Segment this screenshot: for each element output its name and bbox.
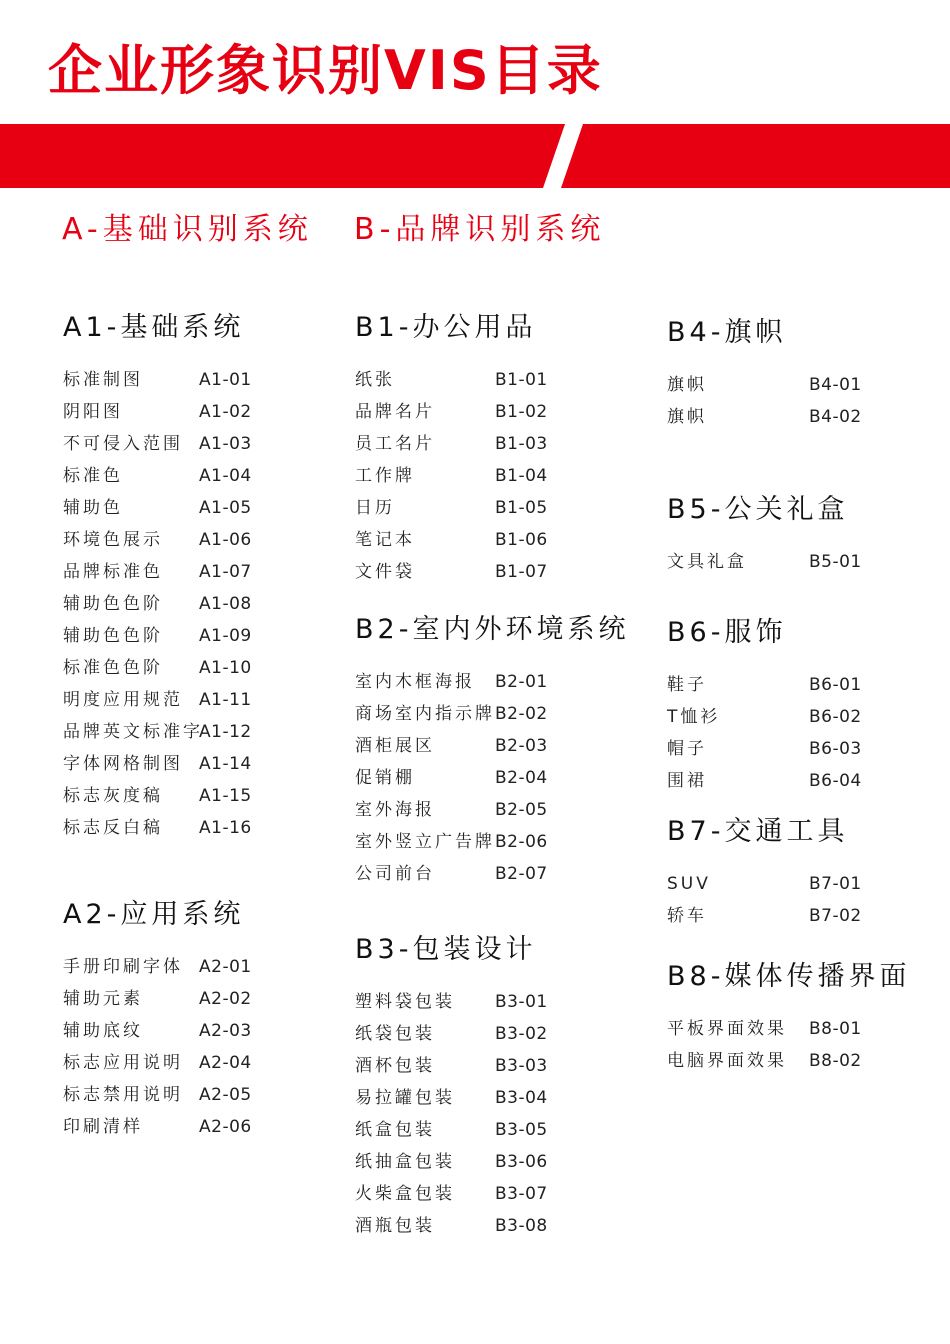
section-title: B3-包装设计 (355, 934, 537, 965)
item-code: B2-02 (495, 704, 548, 724)
item-code: B3-05 (495, 1120, 548, 1140)
page-title: 企业形象识别VIS目录 (48, 39, 603, 102)
list-item (667, 900, 862, 932)
item-code: B4-02 (809, 407, 862, 427)
item-name: 手册印刷字体 (63, 957, 183, 977)
item-name: 促销棚 (355, 768, 415, 788)
list-item (667, 765, 862, 797)
item-name: 文件袋 (355, 562, 415, 582)
item-code: B3-01 (495, 992, 548, 1012)
list-item (355, 666, 629, 698)
list-item (355, 556, 548, 588)
item-list (355, 666, 629, 890)
list-item (667, 701, 862, 733)
list-item (355, 524, 548, 556)
list-item (355, 1210, 548, 1242)
item-name: 标志应用说明 (63, 1053, 183, 1073)
system-a-heading: A-基础识别系统 (62, 212, 313, 247)
item-name: 标准色色阶 (63, 658, 163, 678)
item-code: B1-04 (495, 466, 548, 486)
item-list (355, 364, 548, 588)
item-name: SUV (667, 874, 711, 894)
item-code: B3-07 (495, 1184, 548, 1204)
list-item (63, 396, 252, 428)
item-code: A1-03 (199, 434, 252, 454)
item-code: A1-01 (199, 370, 252, 390)
section-title: B1-办公用品 (355, 312, 537, 343)
item-code: A1-09 (199, 626, 252, 646)
section-a1 (63, 308, 252, 844)
list-item (667, 669, 862, 701)
list-item (63, 983, 252, 1015)
item-name: 商场室内指示牌 (355, 704, 495, 724)
item-code: B3-06 (495, 1152, 548, 1172)
item-name: 日历 (355, 498, 395, 518)
item-code: A1-06 (199, 530, 252, 550)
item-code: B2-04 (495, 768, 548, 788)
item-list (63, 364, 252, 844)
section-title: A1-基础系统 (63, 312, 245, 343)
list-item (355, 730, 629, 762)
item-code: B6-02 (809, 707, 862, 727)
item-list (63, 951, 252, 1143)
section-title: B4-旗帜 (667, 317, 787, 348)
section-title: A2-应用系统 (63, 899, 245, 930)
item-code: A1-07 (199, 562, 252, 582)
item-code: A2-02 (199, 989, 252, 1009)
item-name: 标志禁用说明 (63, 1085, 183, 1105)
system-b-heading: B-品牌识别系统 (354, 212, 606, 247)
item-name: 塑料袋包装 (355, 992, 455, 1012)
list-item (63, 1079, 252, 1111)
item-code: B6-03 (809, 739, 862, 759)
item-name: 纸张 (355, 370, 395, 390)
item-code: B1-02 (495, 402, 548, 422)
item-name: 环境色展示 (63, 530, 163, 550)
item-name: 酒杯包装 (355, 1056, 435, 1076)
item-name: T恤衫 (667, 707, 721, 727)
list-item (63, 1047, 252, 1079)
item-name: 标准制图 (63, 370, 143, 390)
item-list (667, 868, 862, 932)
item-name: 酒柜展区 (355, 736, 435, 756)
item-code: B2-07 (495, 864, 548, 884)
list-item (667, 546, 862, 578)
item-name: 辅助色色阶 (63, 626, 163, 646)
list-item (355, 986, 548, 1018)
item-code: A2-03 (199, 1021, 252, 1041)
section-title: B2-室内外环境系统 (355, 614, 630, 645)
item-name: 品牌英文标准字 (63, 722, 203, 742)
item-code: B3-04 (495, 1088, 548, 1108)
list-item (63, 460, 252, 492)
item-code: B4-01 (809, 375, 862, 395)
item-code: B3-02 (495, 1024, 548, 1044)
list-item (63, 588, 252, 620)
item-code: B3-03 (495, 1056, 548, 1076)
item-code: B1-01 (495, 370, 548, 390)
item-code: A1-05 (199, 498, 252, 518)
item-code: B5-01 (809, 552, 862, 572)
item-name: 品牌名片 (355, 402, 435, 422)
list-item (63, 652, 252, 684)
item-name: 轿车 (667, 906, 707, 926)
item-code: A1-14 (199, 754, 252, 774)
item-name: 品牌标准色 (63, 562, 163, 582)
item-name: 工作牌 (355, 466, 415, 486)
item-code: B6-01 (809, 675, 862, 695)
item-code: A1-02 (199, 402, 252, 422)
item-name: 不可侵入范围 (63, 434, 183, 454)
list-item (667, 369, 862, 401)
list-item (63, 1111, 252, 1143)
section-b2 (355, 610, 629, 890)
item-code: B1-05 (495, 498, 548, 518)
item-name: 纸盒包装 (355, 1120, 435, 1140)
item-code: B7-01 (809, 874, 862, 894)
item-name: 辅助元素 (63, 989, 143, 1009)
item-name: 室外海报 (355, 800, 435, 820)
item-list (355, 986, 548, 1242)
list-item (63, 780, 252, 812)
item-list (667, 1013, 910, 1077)
list-item (355, 858, 629, 890)
section-title: B5-公关礼盒 (667, 494, 849, 525)
item-code: A1-10 (199, 658, 252, 678)
item-code: A1-16 (199, 818, 252, 838)
item-name: 辅助色色阶 (63, 594, 163, 614)
item-name: 明度应用规范 (63, 690, 183, 710)
item-name: 字体网格制图 (63, 754, 183, 774)
section-b3 (355, 930, 548, 1242)
item-name: 阴阳图 (63, 402, 123, 422)
item-code: A2-04 (199, 1053, 252, 1073)
item-name: 文具礼盒 (667, 552, 747, 572)
list-item (355, 492, 548, 524)
list-item (355, 364, 548, 396)
list-item (355, 826, 629, 858)
section-title: B8-媒体传播界面 (667, 961, 911, 992)
list-item (667, 1013, 910, 1045)
item-code: A1-12 (199, 722, 252, 742)
section-title: B6-服饰 (667, 617, 787, 648)
item-name: 旗帜 (667, 407, 707, 427)
item-code: B2-06 (495, 832, 548, 852)
item-code: A2-01 (199, 957, 252, 977)
item-name: 公司前台 (355, 864, 435, 884)
item-name: 员工名片 (355, 434, 435, 454)
item-name: 印刷清样 (63, 1117, 143, 1137)
item-code: A2-06 (199, 1117, 252, 1137)
item-name: 室内木框海报 (355, 672, 475, 692)
list-item (63, 684, 252, 716)
item-code: A1-15 (199, 786, 252, 806)
item-list (667, 669, 862, 797)
list-item (63, 364, 252, 396)
item-name: 笔记本 (355, 530, 415, 550)
list-item (355, 762, 629, 794)
item-name: 标志灰度稿 (63, 786, 163, 806)
item-name: 室外竖立广告牌 (355, 832, 495, 852)
item-code: B7-02 (809, 906, 862, 926)
section-b7 (667, 812, 862, 932)
item-code: B6-04 (809, 771, 862, 791)
list-item (355, 460, 548, 492)
item-name: 易拉罐包装 (355, 1088, 455, 1108)
section-b5 (667, 490, 862, 578)
item-code: B3-08 (495, 1216, 548, 1236)
item-list (667, 546, 862, 578)
item-name: 鞋子 (667, 675, 707, 695)
list-item (63, 524, 252, 556)
item-code: B1-03 (495, 434, 548, 454)
item-name: 纸袋包装 (355, 1024, 435, 1044)
item-name: 纸抽盒包装 (355, 1152, 455, 1172)
item-code: A1-04 (199, 466, 252, 486)
item-code: A1-11 (199, 690, 252, 710)
section-b8 (667, 957, 910, 1077)
list-item (63, 951, 252, 983)
item-code: B2-05 (495, 800, 548, 820)
list-item (63, 748, 252, 780)
section-a2 (63, 895, 252, 1143)
item-code: A1-08 (199, 594, 252, 614)
section-b6 (667, 613, 862, 797)
list-item (355, 1146, 548, 1178)
list-item (355, 794, 629, 826)
item-name: 标志反白稿 (63, 818, 163, 838)
item-name: 帽子 (667, 739, 707, 759)
list-item (355, 1178, 548, 1210)
item-name: 酒瓶包装 (355, 1216, 435, 1236)
list-item (355, 1114, 548, 1146)
item-list (667, 369, 862, 433)
item-code: B1-06 (495, 530, 548, 550)
item-name: 平板界面效果 (667, 1019, 787, 1039)
list-item (63, 428, 252, 460)
item-name: 围裙 (667, 771, 707, 791)
list-item (355, 698, 629, 730)
list-item (63, 492, 252, 524)
item-code: B2-03 (495, 736, 548, 756)
item-code: B8-02 (809, 1051, 862, 1071)
list-item (667, 1045, 910, 1077)
item-code: B2-01 (495, 672, 548, 692)
item-name: 火柴盒包装 (355, 1184, 455, 1204)
list-item (355, 396, 548, 428)
item-code: B8-01 (809, 1019, 862, 1039)
item-name: 辅助底纹 (63, 1021, 143, 1041)
item-name: 旗帜 (667, 375, 707, 395)
section-b1 (355, 308, 548, 588)
list-item (667, 868, 862, 900)
item-code: B1-07 (495, 562, 548, 582)
item-name: 电脑界面效果 (667, 1051, 787, 1071)
list-item (355, 428, 548, 460)
red-banner (0, 124, 950, 188)
list-item (63, 556, 252, 588)
item-name: 辅助色 (63, 498, 123, 518)
list-item (63, 620, 252, 652)
list-item (63, 716, 252, 748)
section-b4 (667, 313, 862, 433)
list-item (63, 812, 252, 844)
item-code: A2-05 (199, 1085, 252, 1105)
item-name: 标准色 (63, 466, 123, 486)
list-item (63, 1015, 252, 1047)
list-item (355, 1050, 548, 1082)
section-title: B7-交通工具 (667, 816, 849, 847)
list-item (667, 401, 862, 433)
list-item (355, 1082, 548, 1114)
list-item (667, 733, 862, 765)
list-item (355, 1018, 548, 1050)
